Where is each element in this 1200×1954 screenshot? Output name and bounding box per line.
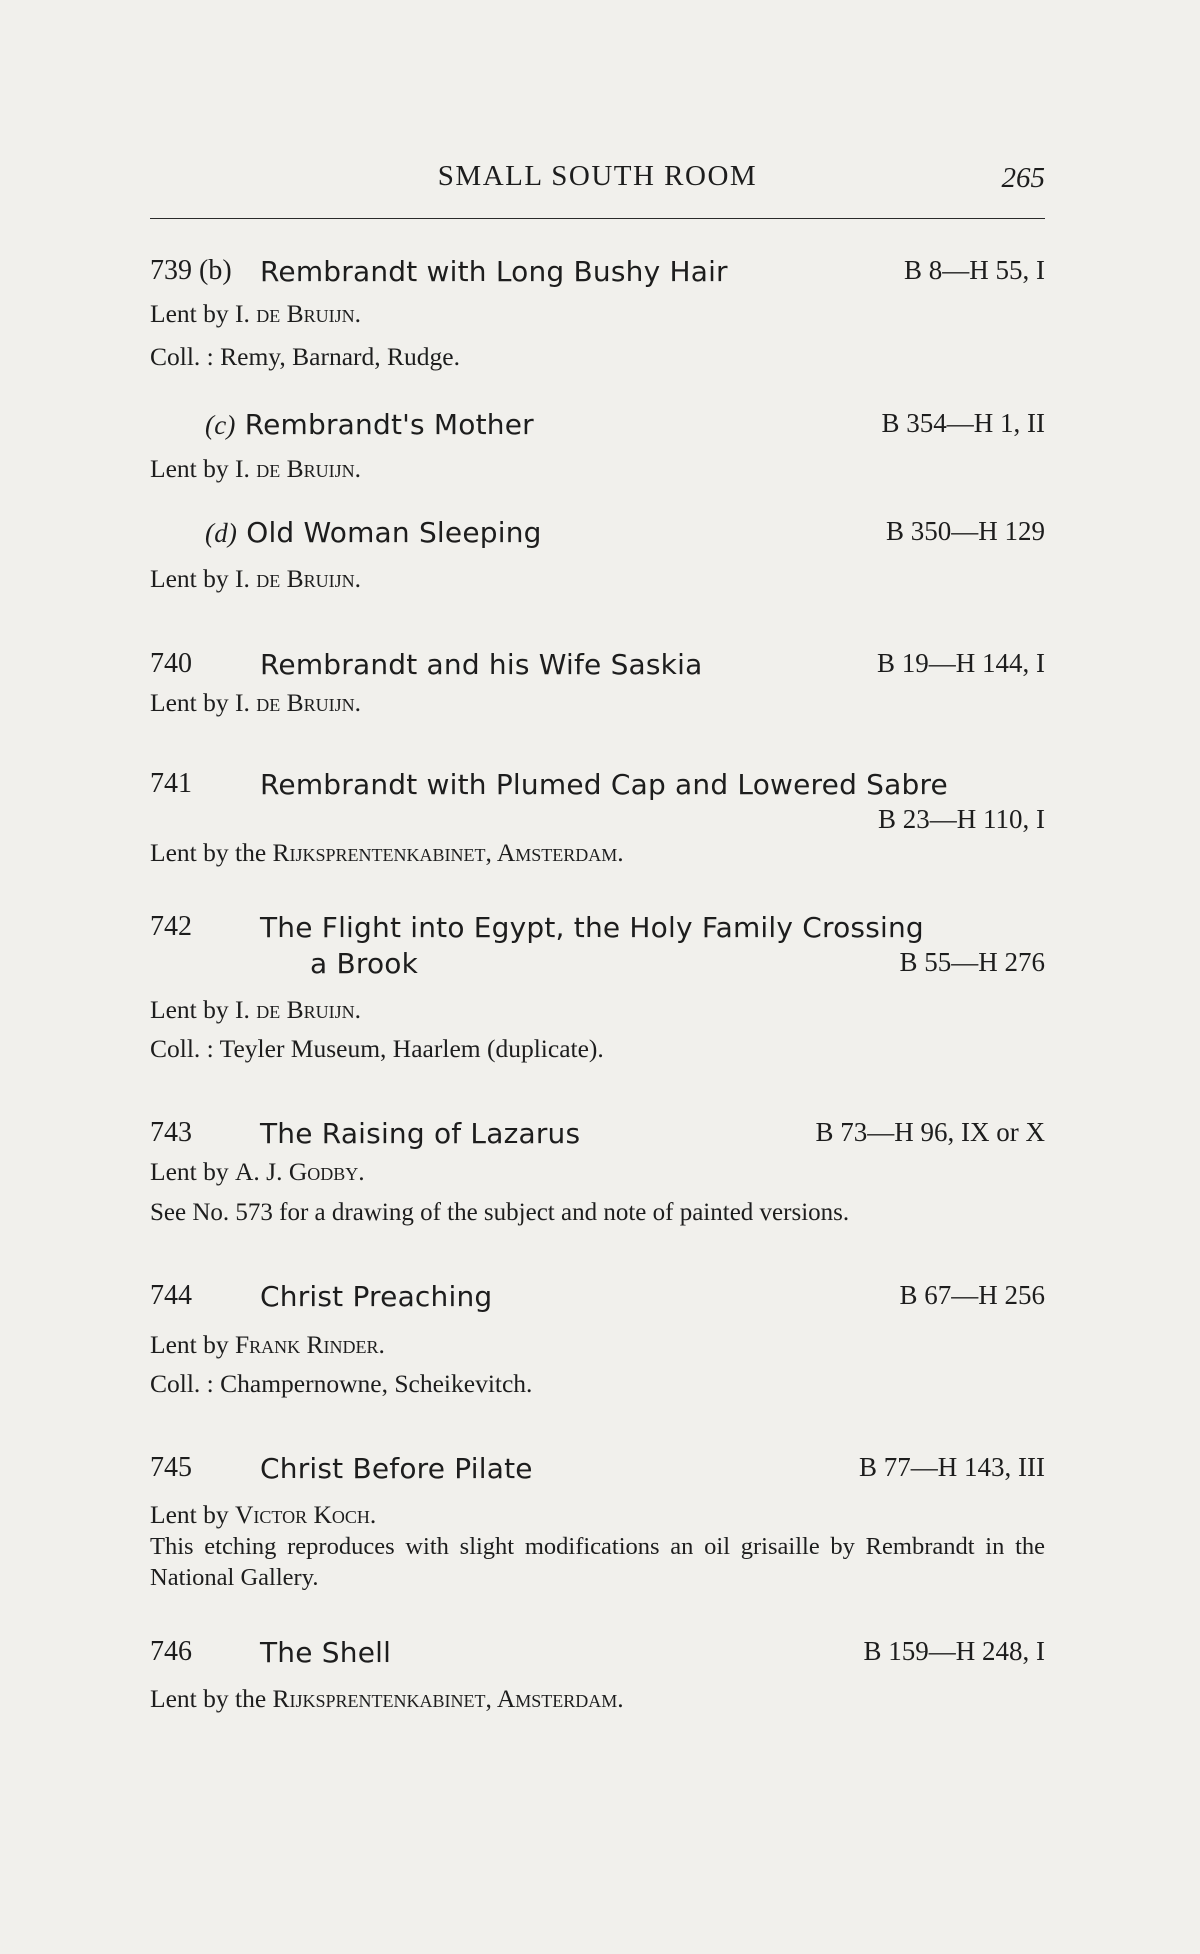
catalogue-entry-742 xyxy=(150,911,1045,1065)
catalogue-entry-739c xyxy=(150,408,1045,485)
lender-line xyxy=(150,993,1045,1026)
entry-title xyxy=(205,408,534,441)
lender-prefix: Lent by xyxy=(150,299,229,328)
entry-number: 739 (b) xyxy=(150,255,232,286)
lender-prefix: Lent by xyxy=(150,1500,229,1529)
catalogue-entry-739b xyxy=(150,255,1045,373)
catalogue-entry-739d xyxy=(150,516,1045,595)
lender-line xyxy=(150,1328,1045,1361)
lender-line xyxy=(150,1498,1045,1531)
entry-number: 744 xyxy=(150,1280,192,1311)
entry-title: The Raising of Lazarus xyxy=(260,1117,581,1150)
lender-name: Frank Rinder. xyxy=(234,1330,385,1359)
lender-prefix: Lent by xyxy=(150,688,229,717)
lender-prefix: Lent by the xyxy=(150,838,267,867)
entry-reference: B 8—H 55, I xyxy=(904,255,1045,285)
entry-reference: B 55—H 276 xyxy=(899,947,1045,977)
entry-title: Christ Before Pilate xyxy=(260,1452,533,1485)
lender-prefix: Lent by xyxy=(150,564,229,593)
lender-prefix: Lent by xyxy=(150,995,229,1024)
lender-name: I. de Bruijn. xyxy=(234,564,361,593)
lender-prefix: Lent by xyxy=(150,1157,229,1186)
entry-title: Rembrandt with Long Bushy Hair xyxy=(260,255,728,288)
lender-line xyxy=(150,1155,1045,1188)
entry-title-continued: a Brook xyxy=(310,947,419,980)
entry-reference: B 159—H 248, I xyxy=(863,1636,1045,1666)
lender-line xyxy=(150,452,1045,485)
catalogue-entry-740 xyxy=(150,648,1045,719)
entry-title: The Flight into Egypt, the Holy Family Crossing xyxy=(260,911,924,944)
lender-name: I. de Bruijn. xyxy=(234,995,361,1024)
catalogue-entry-746 xyxy=(150,1636,1045,1715)
lender-name: Victor Koch. xyxy=(234,1500,377,1529)
entry-reference: B 350—H 129 xyxy=(885,516,1045,546)
collection-line: Coll. : Remy, Barnard, Rudge. xyxy=(150,342,460,371)
entry-letter: (d) xyxy=(205,518,238,548)
lender-prefix: Lent by xyxy=(150,1330,229,1359)
entry-note: See No. 573 for a drawing of the subject and note of painted versions. xyxy=(150,1199,850,1226)
catalogue-entry-741 xyxy=(150,768,1045,869)
lender-name: A. J. Godby. xyxy=(234,1157,365,1186)
lender-line xyxy=(150,297,1045,330)
entry-title-text: Rembrandt's Mother xyxy=(244,408,534,441)
lender-name: Rijksprentenkabinet, Amsterdam. xyxy=(272,1684,624,1713)
lender-line xyxy=(150,836,1045,869)
lender-name: I. de Bruijn. xyxy=(234,688,361,717)
entry-reference: B 23—H 110, I xyxy=(878,804,1045,834)
page-title: SMALL SOUTH ROOM xyxy=(437,160,758,192)
lender-line xyxy=(150,1682,1045,1715)
entry-title: Rembrandt with Plumed Cap and Lowered Sabre xyxy=(260,768,948,801)
lender-prefix: Lent by the xyxy=(150,1684,267,1713)
entry-title: The Shell xyxy=(260,1636,392,1669)
entry-number: 741 xyxy=(150,768,192,799)
entry-title xyxy=(205,516,542,549)
catalogue-entry-744 xyxy=(150,1280,1045,1400)
entry-reference: B 67—H 256 xyxy=(899,1280,1045,1310)
entry-reference: B 77—H 143, III xyxy=(859,1452,1045,1482)
page-number: 265 xyxy=(1001,162,1045,194)
lender-prefix: Lent by xyxy=(150,454,229,483)
entry-title: Christ Preaching xyxy=(260,1280,493,1313)
entry-title-text: Old Woman Sleeping xyxy=(246,516,542,549)
entry-number: 746 xyxy=(150,1636,192,1667)
entry-reference: B 19—H 144, I xyxy=(877,648,1045,678)
entry-number: 743 xyxy=(150,1117,192,1148)
collection-line: Coll. : Champernowne, Scheikevitch. xyxy=(150,1369,533,1398)
collection-line: Coll. : Teyler Museum, Haarlem (duplicate). xyxy=(150,1034,604,1063)
entry-reference: B 73—H 96, IX or X xyxy=(815,1117,1045,1147)
entry-letter: (c) xyxy=(205,410,236,440)
entry-number: 742 xyxy=(150,911,192,942)
lender-line xyxy=(150,686,1045,719)
catalogue-entry-743 xyxy=(150,1117,1045,1229)
page-header xyxy=(150,160,1045,200)
lender-line xyxy=(150,562,1045,595)
entry-number: 745 xyxy=(150,1452,192,1483)
entry-reference: B 354—H 1, II xyxy=(881,408,1045,438)
lender-name: Rijksprentenkabinet, Amsterdam. xyxy=(272,838,624,867)
header-rule xyxy=(150,218,1045,219)
lender-name: I. de Bruijn. xyxy=(234,454,361,483)
entry-number: 740 xyxy=(150,648,192,679)
entry-title: Rembrandt and his Wife Saskia xyxy=(260,648,703,681)
catalogue-entry-745 xyxy=(150,1452,1045,1593)
entry-note: This etching reproduces with slight modifications an oil grisaille by Rembrandt in the National Gallery. xyxy=(150,1533,1045,1591)
lender-name: I. de Bruijn. xyxy=(234,299,361,328)
